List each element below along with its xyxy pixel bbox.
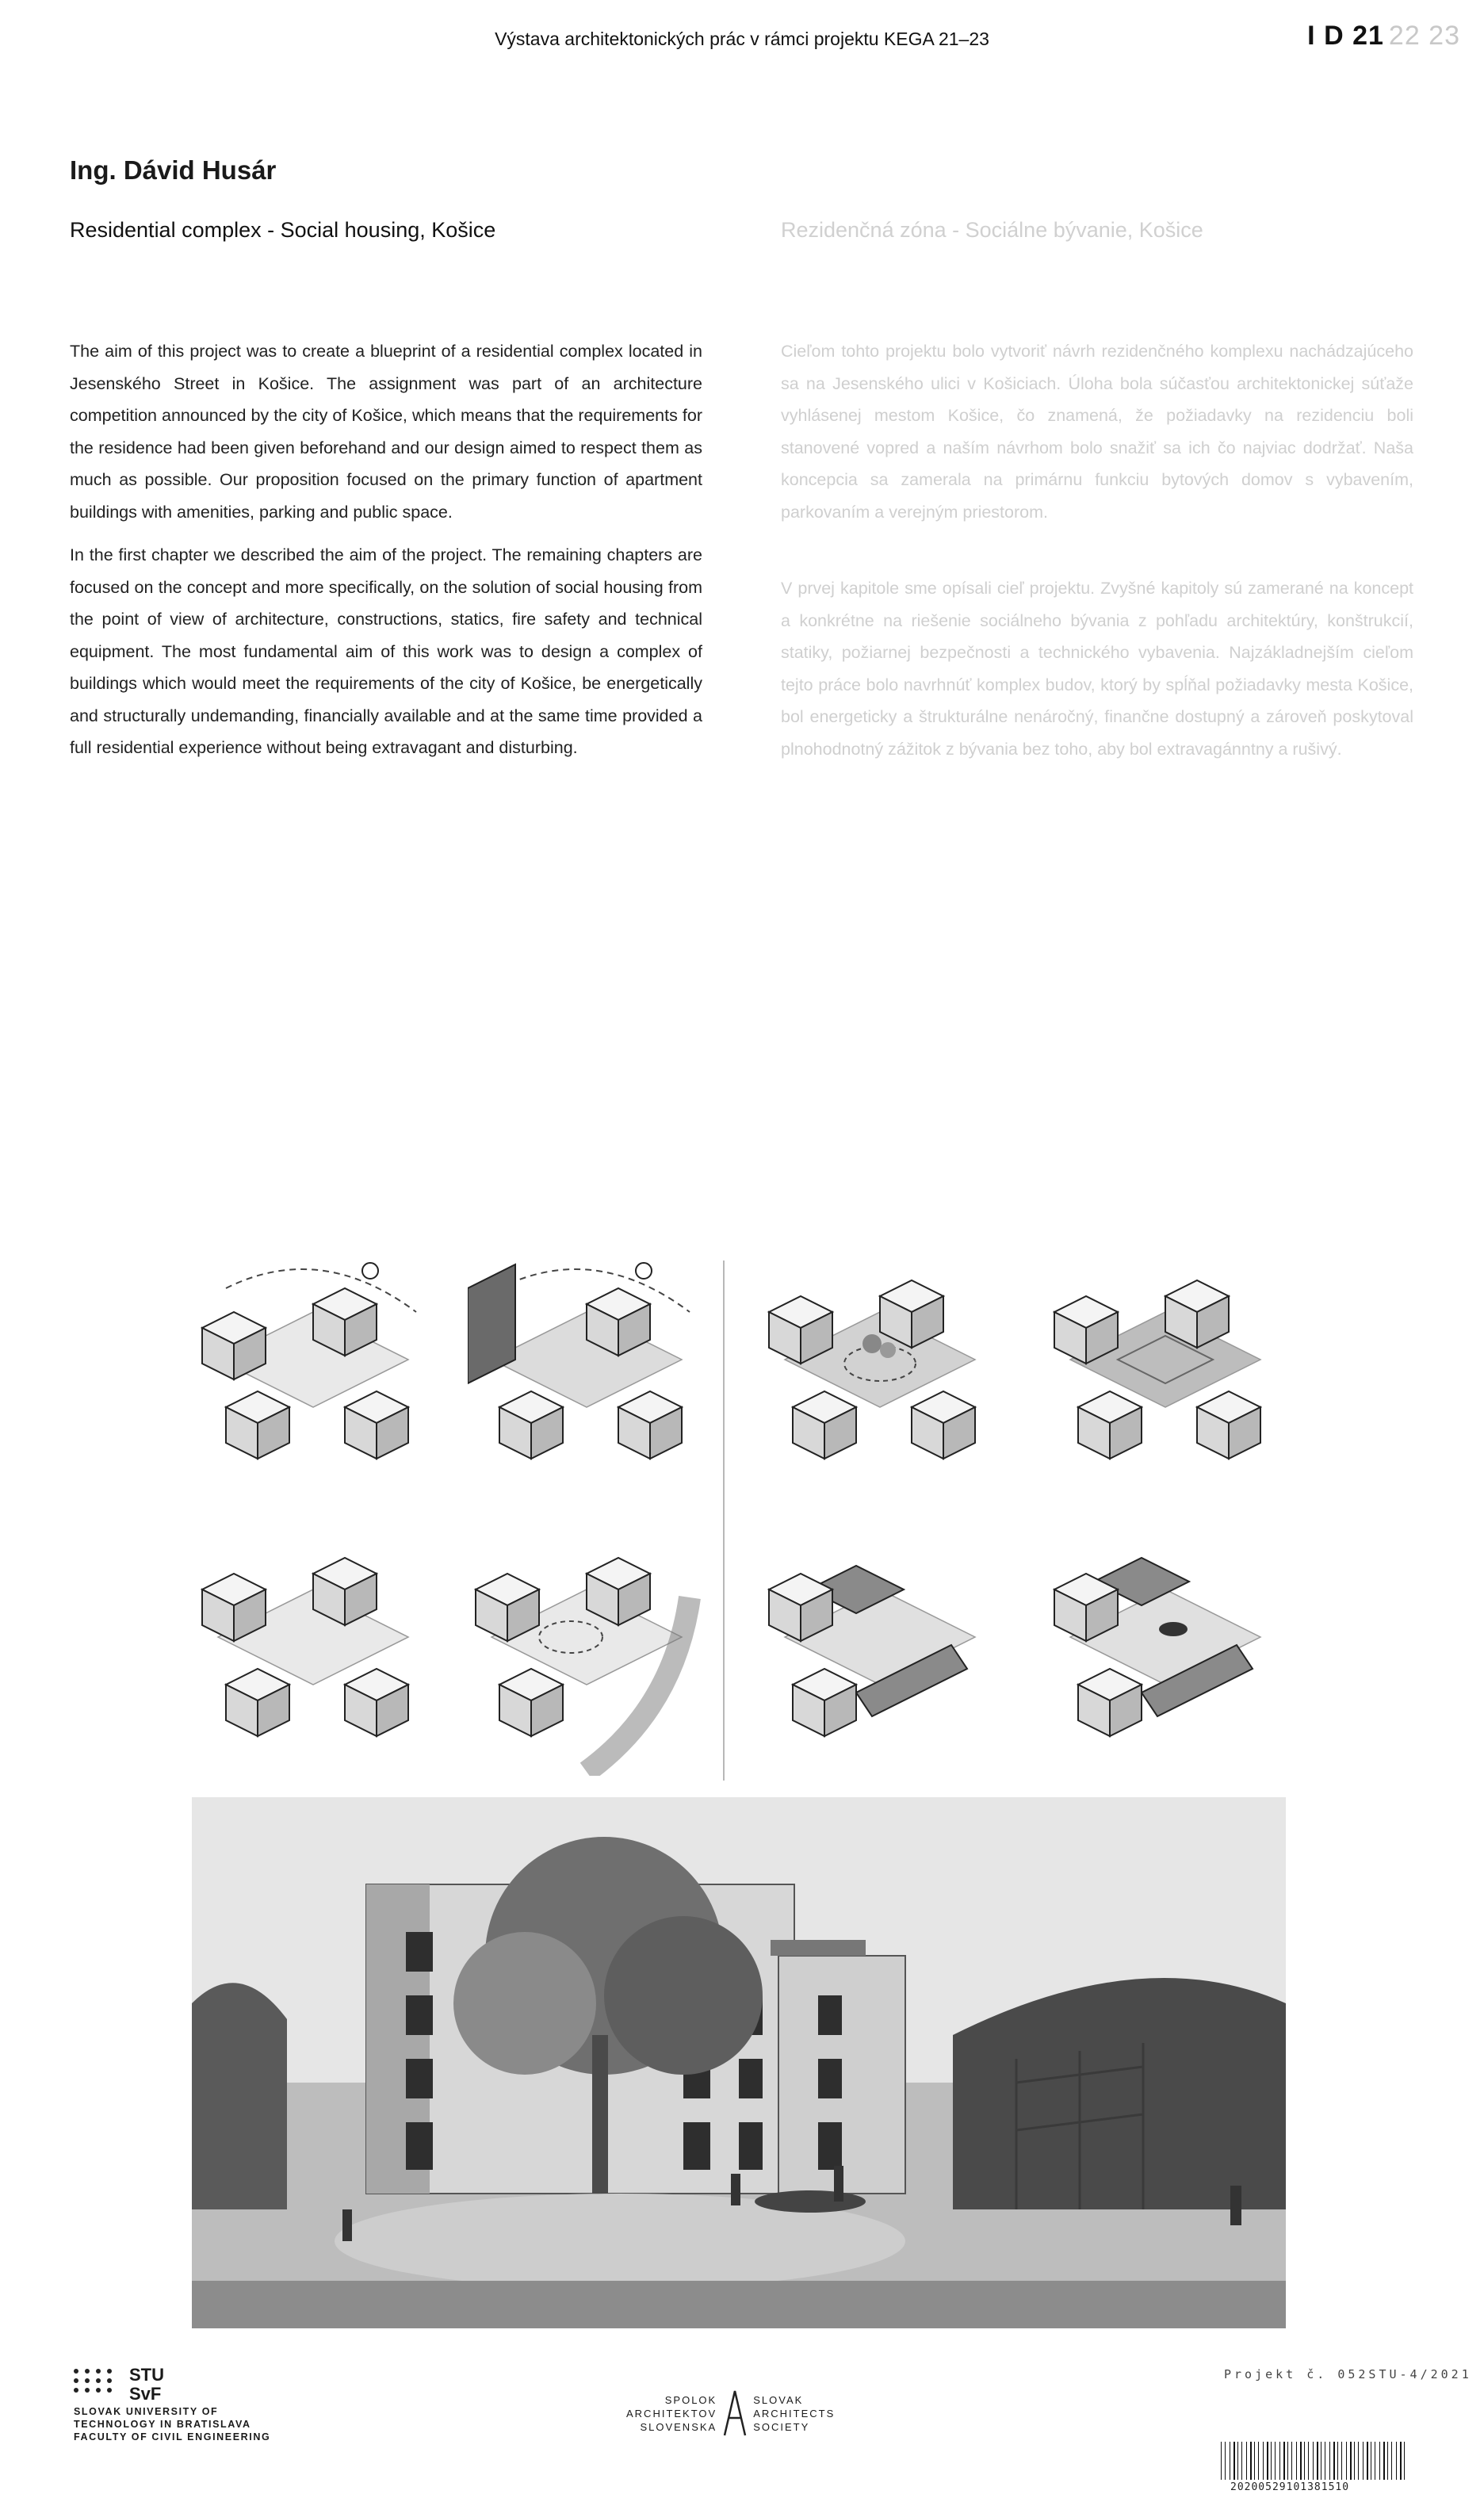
project-number: Projekt č. 052STU-4/2021 — [1224, 2367, 1472, 2381]
barcode-number: 20200529101381510 — [1230, 2481, 1350, 2493]
barcode-icon — [1221, 2442, 1409, 2480]
description-sk-p1: Cieľom tohto projektu bolo vytvoriť návrh rezidenčného komplexu nachádzajúceho sa na Jesenského ulici v Košiciach. Úloha bola súčasťou architektonickej súťaže vyhlásenej mestom Košice, čo znamená, že požiadavky na rezidenciu boli stanovené vopred a naším návrhom bolo snažiť sa ich čo najviac dodržať. Naša koncepcia sa zamerala na primárnu funkciu bytových domov s vybavením, parkovaním a verejným priestorom. — [781, 342, 1413, 522]
stu-line-2: TECHNOLOGY IN BRATISLAVA — [74, 2419, 251, 2430]
diagram-mass-1 — [761, 1534, 999, 1776]
stu-line-3: FACULTY OF CIVIL ENGINEERING — [74, 2431, 271, 2443]
diagram-access — [468, 1534, 706, 1776]
spolok-line-2: ARCHITEKTOV — [626, 2407, 717, 2420]
diagram-sun-2 — [468, 1257, 706, 1498]
description-sk — [781, 335, 1413, 809]
project-title-sk: Rezidenčná zóna - Sociálne bývanie, Košice — [781, 218, 1203, 242]
description-en — [70, 335, 702, 775]
project-title-en: Residential complex - Social housing, Košice — [70, 218, 496, 242]
spolok-line-1: SPOLOK — [664, 2393, 717, 2406]
description-en-p2: In the first chapter we described the aim of the project. The remaining chapters are focused on the concept and more specifically, on the solution of social housing from the point of view of architecture, constructions, statics, fire safety and technical equipment. The most fundamental aim of this work was to design a complex of buildings which would meet the requirements of the city of Košice, be energetically and structurally undemanding, financially available and at the same time provided a full residential experience without being extravagant and disturbing. — [70, 545, 702, 757]
exhibition-title: Výstava architektonických prác v rámci projektu KEGA 21–23 — [495, 29, 989, 49]
sas-line-1: SLOVAK — [753, 2393, 804, 2406]
spolok-architektov-logo — [626, 2389, 835, 2437]
page-id — [1307, 21, 1460, 52]
building-render — [192, 1797, 1286, 2328]
spolok-line-3: SLOVENSKA — [640, 2420, 717, 2433]
id-label: I D — [1307, 21, 1344, 51]
sas-a-icon — [723, 2389, 747, 2437]
stu-dots-icon — [74, 2369, 270, 2393]
description-en-p1: The aim of this project was to create a blueprint of a residential complex located in Jesenského Street in Košice. The assignment was part of an architecture competition announced by the city of Košice, which means that the requirements for the residence had been given beforehand and our design aimed to respect them as much as possible. Our proposition focused on the primary function of apartment buildings with amenities, parking and public space. — [70, 342, 702, 522]
author-name: Ing. Dávid Husár — [70, 155, 277, 185]
stu-mark: STU — [129, 2365, 164, 2385]
diagram-divider — [723, 1260, 725, 1781]
diagram-mass-2 — [1046, 1534, 1284, 1776]
svf-mark: SvF — [129, 2384, 162, 2404]
stu-wordmark — [129, 2366, 164, 2404]
diagram-noise — [194, 1534, 432, 1776]
diagram-sun-1 — [194, 1257, 432, 1498]
stu-logo — [74, 2365, 271, 2443]
description-sk-p2: V prvej kapitole sme opísali cieľ projektu. Zvyšné kapitoly sú zamerané na koncept a konkrétne na riešenie sociálneho bývania z pohľadu architektúry, konštrukcií, statiky, požiarnej bezpečnosti a technického vybavenia. Najzákladnejším cieľom tejto práce bolo navrhnúť komplex budov, ktorý by spĺňal požiadavky mesta Košice, bol energeticky a štrukturálne nenáročný, finančne dostupný a zároveň poskytoval plnohodnotný zážitok z bývania bez toho, aby bol extravagánntny a rušivý. — [781, 579, 1413, 759]
sas-line-2: ARCHITECTS — [753, 2407, 836, 2420]
sas-line-3: SOCIETY — [753, 2420, 810, 2433]
stu-line-1: SLOVAK UNIVERSITY OF — [74, 2406, 219, 2417]
id-next: 22 23 — [1388, 21, 1460, 51]
id-current: 21 — [1352, 21, 1384, 51]
diagram-greenery-1 — [761, 1257, 999, 1498]
diagram-parking-1 — [1046, 1257, 1284, 1498]
